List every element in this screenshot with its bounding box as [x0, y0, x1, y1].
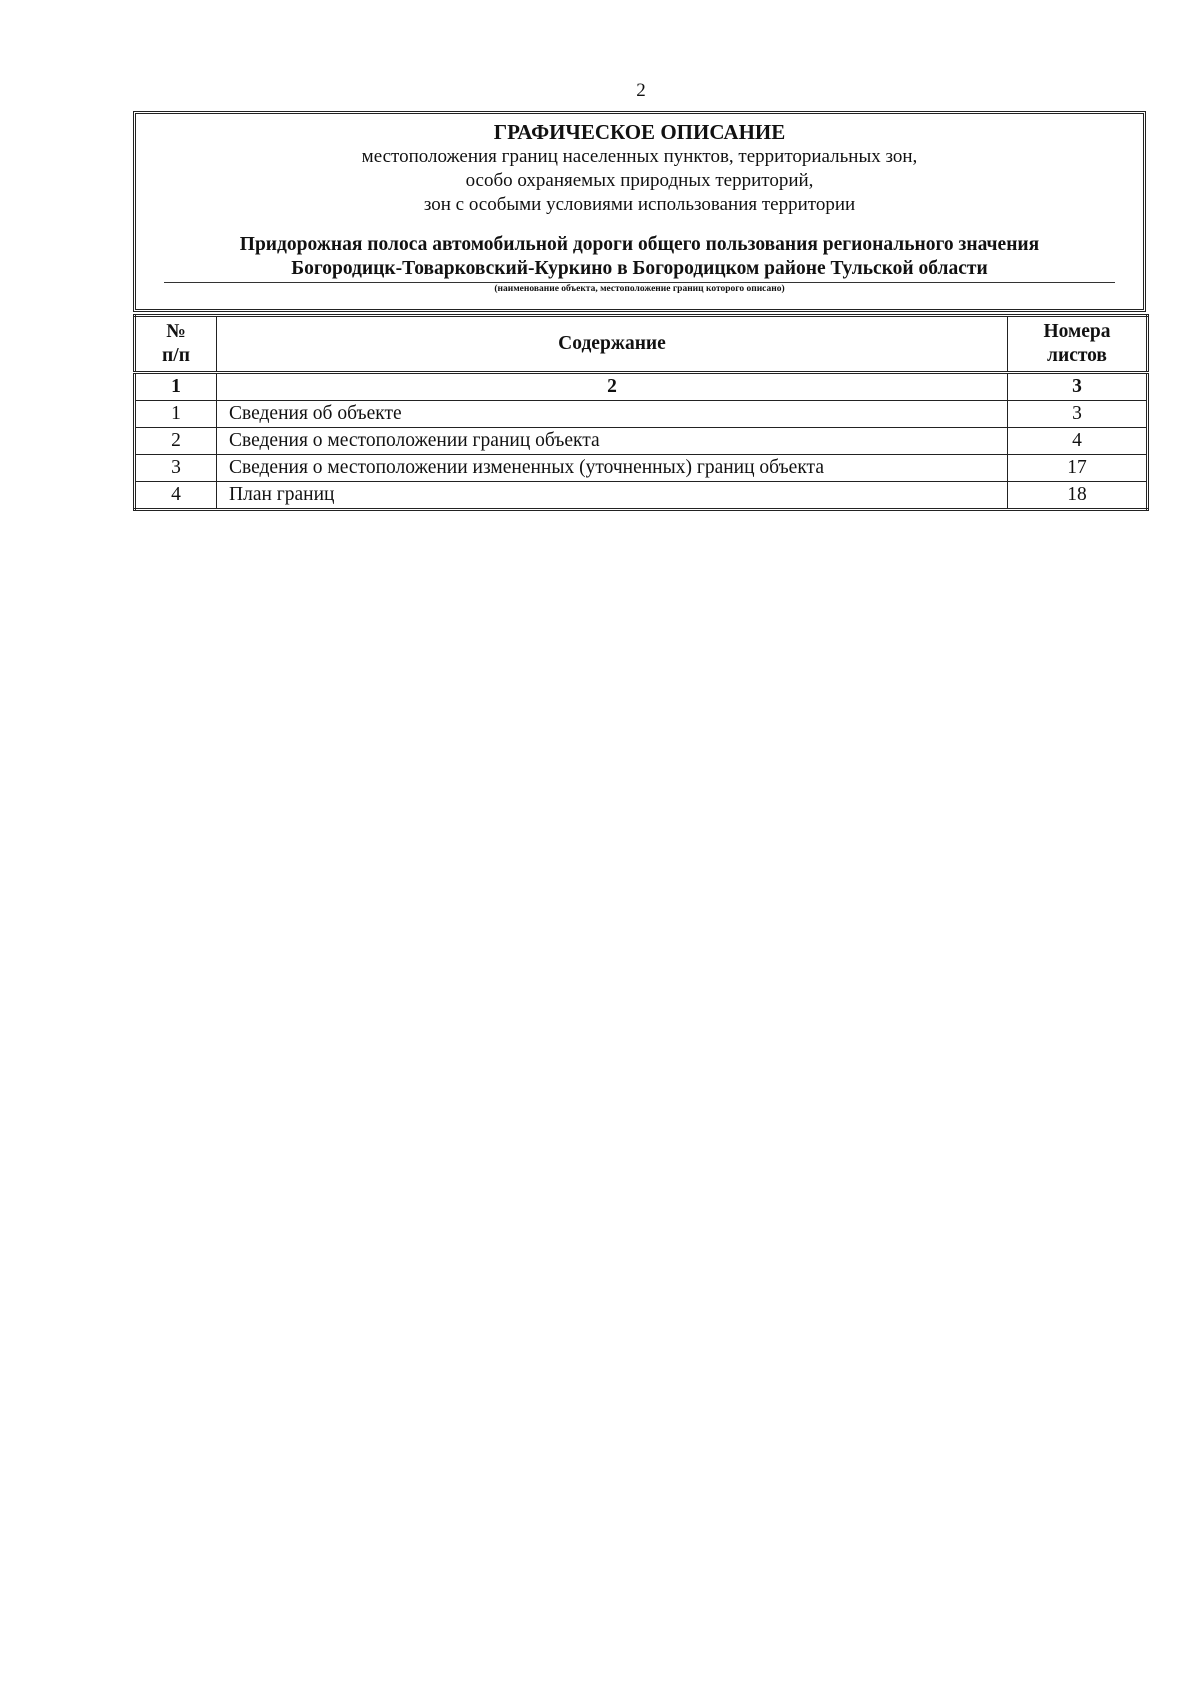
row-content: Сведения о местоположении границ объекта [217, 428, 1008, 455]
document-subtitle-line: особо охраняемых природных территорий, [465, 170, 814, 191]
header-content: Содержание [217, 316, 1008, 373]
contents-table [133, 314, 1149, 511]
object-name-caption: (наименование объекта, местоположение границ которого описано) [494, 284, 785, 294]
header-num-line: п/п [162, 345, 190, 366]
table-row [135, 401, 1148, 428]
header-num-line: № [166, 321, 186, 342]
document-subtitle-line: местоположения границ населенных пунктов, территориальных зон, [361, 146, 918, 167]
header-num [135, 316, 217, 373]
header-sheets-line: Номера [1043, 321, 1111, 342]
document-subtitle-line: зон с особыми условиями использования территории [423, 194, 856, 215]
object-name-underline [164, 282, 1115, 283]
row-num: 1 [135, 401, 217, 428]
row-content: Сведения об объекте [217, 401, 1008, 428]
header-sheets [1008, 316, 1148, 373]
row-num: 4 [135, 482, 217, 510]
table-row [135, 482, 1148, 510]
row-num: 2 [135, 428, 217, 455]
row-sheets: 4 [1008, 428, 1148, 455]
row-sheets: 3 [1008, 401, 1148, 428]
row-sheets: 17 [1008, 455, 1148, 482]
row-num: 3 [135, 455, 217, 482]
table-row [135, 455, 1148, 482]
document-header [133, 111, 1146, 312]
object-name-line: Придорожная полоса автомобильной дороги общего пользования регионального значения [239, 234, 1040, 255]
column-index-row [135, 373, 1148, 401]
document-title: ГРАФИЧЕСКОЕ ОПИСАНИЕ [493, 120, 786, 144]
row-sheets: 18 [1008, 482, 1148, 510]
object-name-line: Богородицк-Товарковский-Куркино в Богородицком районе Тульской области [291, 258, 988, 279]
column-index: 1 [135, 373, 217, 401]
row-content: Сведения о местоположении измененных (уточненных) границ объекта [217, 455, 1008, 482]
header-sheets-line: листов [1047, 345, 1107, 366]
page-number: 2 [636, 80, 646, 101]
column-index: 2 [217, 373, 1008, 401]
row-content: План границ [217, 482, 1008, 510]
table-row [135, 428, 1148, 455]
column-index: 3 [1008, 373, 1148, 401]
table-header-row [135, 316, 1148, 373]
